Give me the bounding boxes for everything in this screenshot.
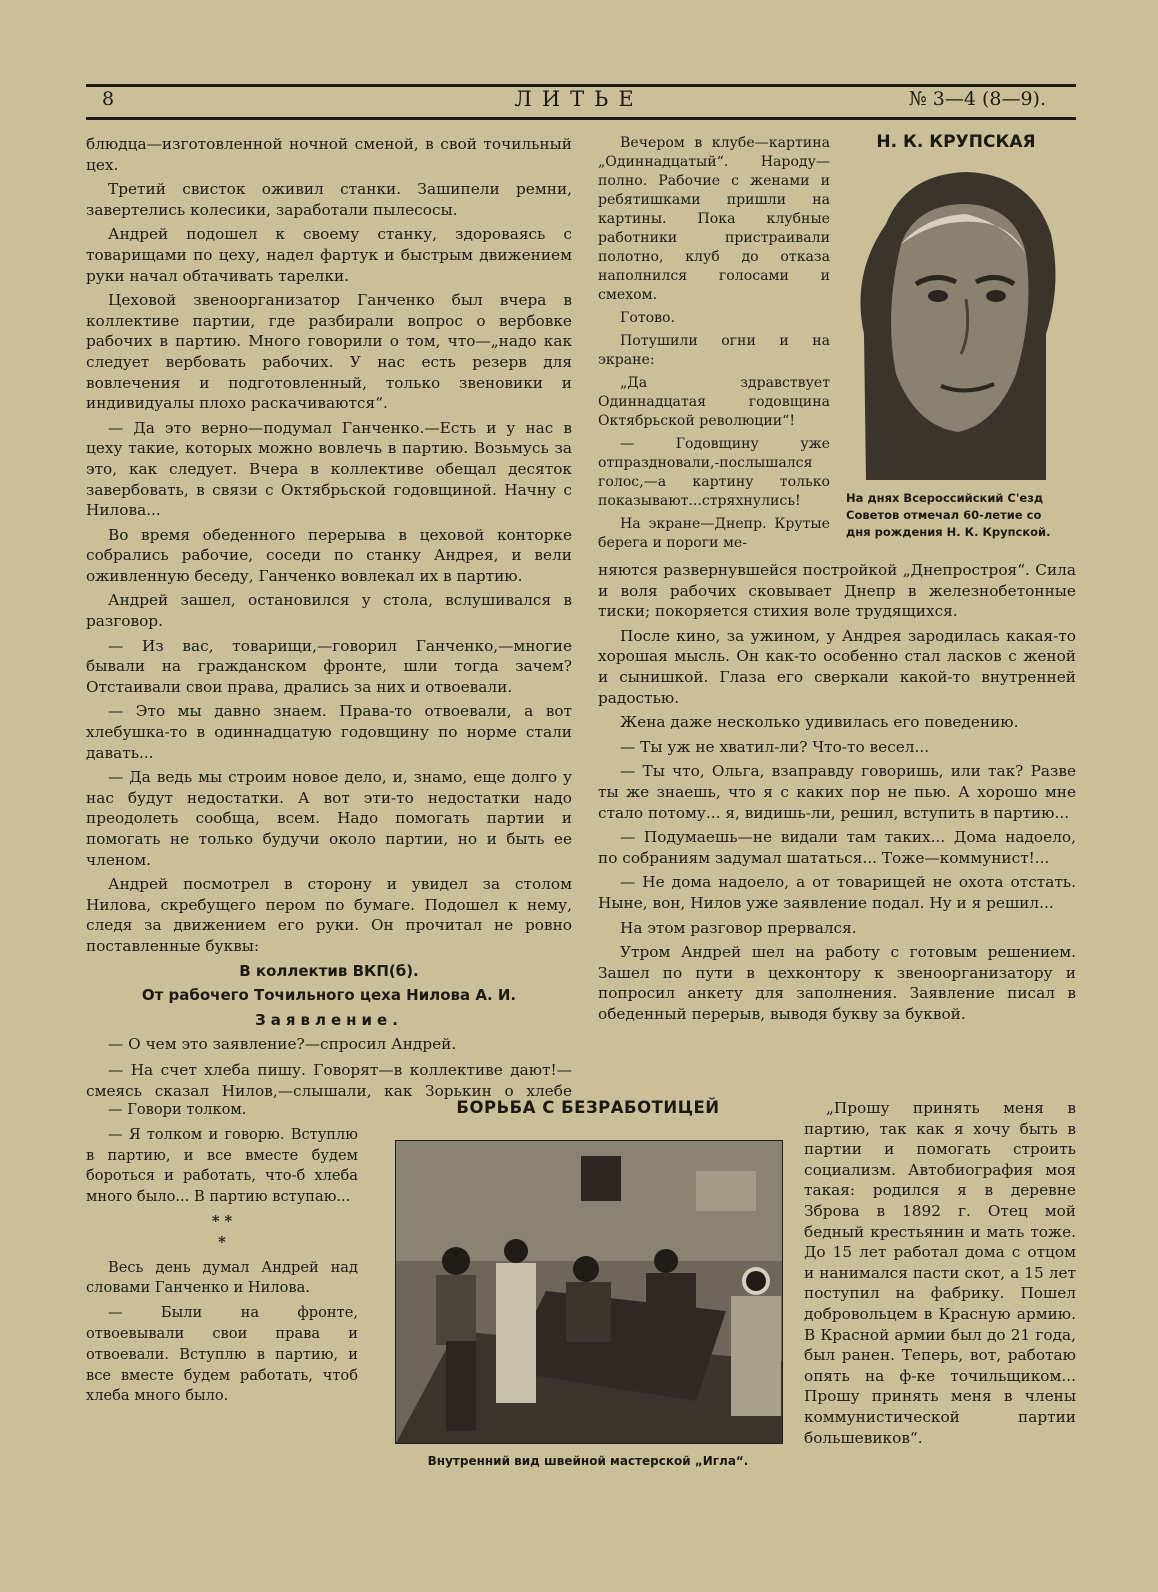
paragraph: — О чем это заявление?—спросил Андрей. (108, 1035, 457, 1054)
paragraph: — Подумаешь—не видали там таких... Дома надоело, по собраниям задумал шататься... Тоже—коммунист!... (598, 828, 1076, 867)
page-number: 8 (102, 88, 115, 110)
statement-line-1: В коллектив ВКП(б). (239, 961, 419, 980)
paragraph: Весь день думал Андрей над словами Ганченко и Нилова. (86, 1258, 358, 1297)
section-separator-stars: * * * (211, 1212, 233, 1251)
krupskaya-portrait (846, 164, 1062, 480)
column-2-wide (598, 560, 1076, 1028)
paragraph: — Я толком и говорю. Вступлю в партию, и все вместе будем бороться и работать, что-б хлеба много было... В партию вступаю... (86, 1125, 358, 1206)
unemployment-title: БОРЬБА С БЕЗРАБОТИЦЕЙ (456, 1098, 720, 1117)
paragraph: — На счет хлеба пишу. Говорят—в коллективе дают!—смеясь сказал Нилов,—слышали, как Зорькин о хлебе (86, 1061, 572, 1100)
statement-line-2: От рабочего Точильного цеха Нилова А. И. (141, 986, 517, 1005)
column-3-bottom (804, 1098, 1076, 1452)
column-1-narrow (86, 1100, 358, 1411)
paragraph: — Из вас, товарищи,—говорил Ганченко,—многие бывали на гражданском фронте, шли тогда зачем? Отстаивали свои права, дрались за них и отвоевали. (86, 636, 572, 696)
paragraph: блюдца—изготовленной ночной сменой, в свой точильный цех. (86, 135, 572, 174)
column-1 (86, 134, 572, 1059)
paragraph: Вечером в клубе—картина „Одиннадцатый“. Народу—полно. Рабочие с женами и ребятишками пришли на картины. Пока клубные работники пристраивали полотно, клуб до отказа наполнился голосами и смехом. (598, 135, 830, 303)
paragraph: — Это мы давно знаем. Права-то отвоевали, а вот хлебушка-то в одиннадцатую годовщину по норме стали давать... (86, 702, 572, 762)
paragraph: — Были на фронте, отвоевывали свои права и отвоевали. Вступлю в партию, и все вместе будем работать, чтоб хлеба много было. (86, 1304, 358, 1405)
krupskaya-title: Н. К. КРУПСКАЯ (876, 132, 1036, 152)
paragraph: Во время обеденного перерыва в цеховой конторке собрались рабочие, соседи по станку Андрея, и вели оживленную беседу, Ганченко вовлекал их в партию. (86, 525, 572, 585)
paragraph: — Да ведь мы строим новое дело, и, знамо, еще долго у нас будут недостатки. А вот эти-то недостатки надо преодолеть сообща, всем. Надо помогать партии и помогать не только будучи около партии, но и быть ее членом. (86, 768, 572, 869)
statement-heading: Заявление. (255, 1010, 403, 1029)
paragraph: — Говори толком. (108, 1101, 247, 1118)
paragraph: На этом разговор прервался. (620, 918, 857, 937)
paragraph: „Прошу принять меня в партию, так как я хочу быть в партии и помогать строить социализм. Автобиография моя такая: родился я в деревне Зброва в 1892 г. Отец мой бедный крестьянин и мать тоже. До 15 лет работал дома с отцом и нанимался пасти скот, а 15 лет поступил на фабрику. Пошел добровольцем в Красную армию. В Красной армии был до 21 года, был ранен. Теперь, вот, работаю опять на ф-ке точильщиком... Прошу принять меня в члены коммунистической партии большевиков“. (804, 1099, 1076, 1447)
paragraph: Андрей подошел к своему станку, здороваясь с товарищами по цеху, надел фартук и быстрым движением руки начал обтачивать тарелки. (86, 225, 572, 285)
paragraph: Андрей зашел, остановился у стола, вслушивался в разговор. (86, 591, 572, 631)
paragraph: Готово. (620, 310, 675, 326)
column-2 (598, 134, 830, 557)
header-bottom-rule (86, 117, 1076, 120)
paragraph: Утром Андрей шел на работу с готовым решением. Зашел по пути в цехконтору к звеноорганизатору и попросил анкету для заполнения. Заявление писал в обеденный перерыв, выводя букву за буквой. (598, 943, 1076, 1023)
paragraph: — Не дома надоело, а от товарищей не охота отстать. Ныне, вон, Нилов уже заявление подал. Ну и я решил... (598, 873, 1076, 912)
paragraph: Жена даже несколько удивилась его поведению. (620, 713, 1019, 732)
paragraph: — Да это верно—подумал Ганченко.—Есть и у нас в цеху такие, которых можно вовлечь в партию. Возьмусь за это, как следует. Вчера в коллективе обещал десяток завербовать, в связи с Октябрьской годовщиной. Начну с Нилова... (86, 418, 572, 520)
column-1-cont (86, 1060, 572, 1100)
paragraph: На экране—Днепр. Крутые берега и пороги ме- (598, 516, 830, 551)
workshop-photo (395, 1140, 783, 1444)
paragraph: няются развернувшейся постройкой „Днепростроя“. Сила и воля рабочих сковывает Днепр в железнобетонные тиски; покоряется стихия воле трудящихся. (598, 561, 1076, 621)
krupskaya-caption: На днях Всероссийский С'езд Советов отмечал 60-летие со дня рождения Н. К. Крупской. (846, 491, 1051, 539)
paragraph: Андрей посмотрел в сторону и увидел за столом Нилова, скребущего пером по бумаге. Подошел к нему, следя за движением его руки. Он прочитал не ровно поставленные буквы: (86, 875, 572, 955)
paragraph: Цеховой звеноорганизатор Ганченко был вчера в коллективе партии, где разбирали вопрос о вербовке рабочих в партию. Много говорили о том, что—„надо как следует вербовать рабочих. У нас есть резерв для вовлечения и подготовленный, только звеновики и индивидуалы плохо раскачиваются“. (86, 291, 572, 413)
paragraph: После кино, за ужином, у Андрея зародилась какая-то хорошая мысль. Он как-то особенно стал ласков с женой и сынишкой. Глаза его сверкали какой-то внутренней радостью. (598, 626, 1076, 707)
paragraph: — Ты что, Ольга, взаправду говоришь, или так? Разве ты же знаешь, что я с каких пор не пью. А хорошо мне стало потому... я, видишь-ли, решил, вступить в партию... (598, 762, 1076, 822)
journal-title: ЛИТЬЕ (514, 87, 644, 111)
paragraph: — Ты уж не хватил-ли? Что-то весел... (620, 737, 930, 756)
paragraph: Третий свисток оживил станки. Зашипели ремни, завертелись колесики, заработали пылесосы. (86, 180, 572, 219)
workshop-caption: Внутренний вид швейной мастерской „Игла“. (427, 1454, 749, 1468)
issue-number: № 3—4 (8—9). (908, 88, 1046, 110)
paragraph: — Годовщину уже отпраздновали,-послышался голос,—а картину только показывают...стряхнулись! (598, 436, 830, 509)
paragraph: „Да здравствует Одиннадцатая годовщина Октябрьской революции“! (598, 375, 830, 429)
paragraph: Потушили огни и на экране: (598, 333, 830, 368)
